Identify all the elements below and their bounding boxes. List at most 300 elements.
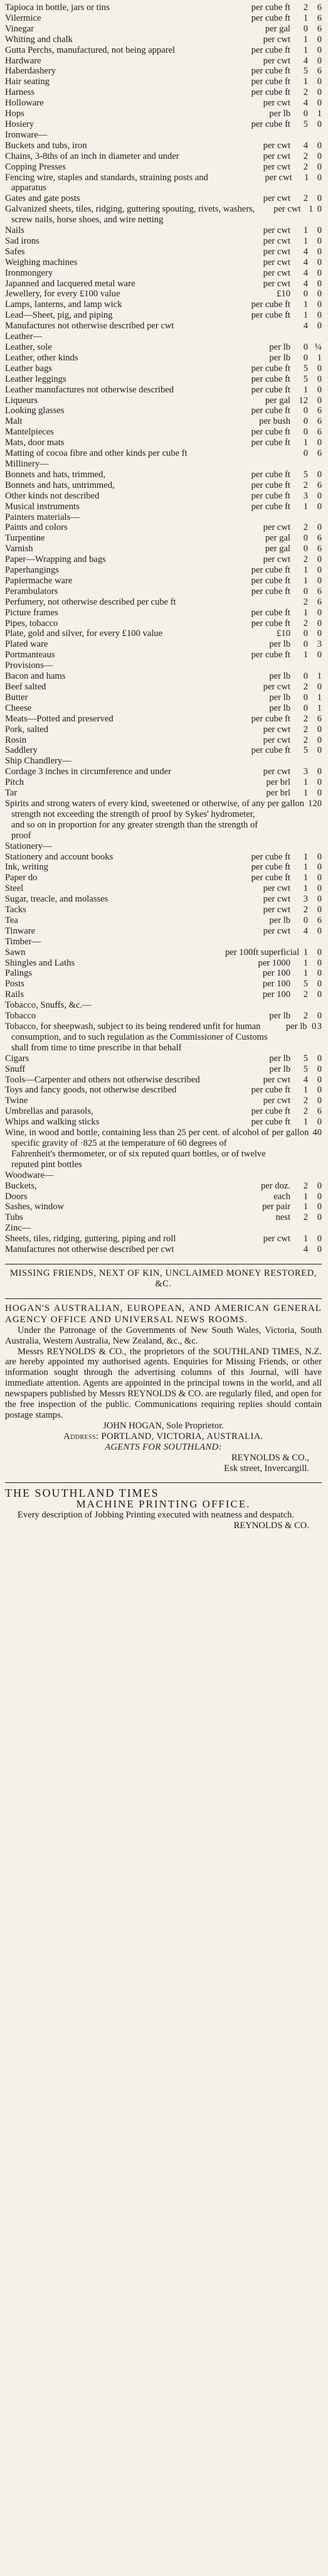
tariff-item-description: Leather manufactures not otherwise described	[5, 384, 174, 395]
tariff-item-description: Cigars	[5, 1053, 29, 1064]
tariff-row	[5, 597, 322, 608]
printing-office-title: THE SOUTHLAND TIMES	[5, 1487, 159, 1500]
tariff-row	[5, 915, 322, 926]
tariff-section-heading: Woodware—	[5, 1170, 54, 1180]
tariff-row	[5, 130, 322, 141]
tariff-item-description: Tobacco, for sheepwash, subject to its being rendered unfit for human consumption, and to such regulation as the Commissioner of Customs shall from time to time prescribe in that behalf	[5, 1021, 268, 1053]
tariff-item-description: Whiting and chalk	[5, 34, 73, 45]
tariff-item-unit: per gal	[265, 23, 290, 34]
tariff-row	[5, 1223, 322, 1234]
tariff-item-shillings: 0	[303, 533, 308, 544]
tariff-row	[5, 299, 322, 310]
tariff-item-unit: per lb	[269, 639, 290, 650]
tariff-item-unit: per cube ft	[251, 586, 290, 596]
tariff-item-unit: per cube ft	[251, 427, 290, 438]
tariff-item-pence: 0	[317, 1096, 322, 1106]
tariff-item-pence: 0	[317, 77, 322, 87]
tariff-item-shillings: 1	[303, 225, 308, 236]
tariff-item-description: Rails	[5, 989, 24, 1000]
tariff-item-unit: £10	[277, 289, 290, 299]
tariff-item-shillings: 1	[303, 235, 308, 246]
tariff-row	[5, 618, 322, 629]
tariff-row	[5, 1021, 322, 1054]
tariff-item-shillings: 1	[303, 650, 308, 660]
tariff-item-unit: per cube ft	[251, 501, 290, 512]
tariff-item-shillings: 1	[303, 77, 308, 87]
tariff-item-description: Paints and colors	[5, 522, 68, 533]
tariff-section-heading: Stationery—	[5, 841, 52, 851]
tariff-item-shillings: 4	[303, 925, 308, 936]
tariff-item-pence: 0	[317, 384, 322, 395]
tariff-item-description: Mats, door mats	[5, 438, 65, 448]
tariff-item-unit: per cube ft	[251, 618, 290, 628]
tariff-item-pence: 0	[317, 1053, 322, 1064]
tariff-row	[5, 268, 322, 279]
tariff-row	[5, 544, 322, 554]
tariff-item-pence: 0	[317, 554, 322, 565]
tariff-item-pence: 6	[317, 596, 322, 607]
tariff-item-description: Sugar, treacle, and molasses	[5, 894, 108, 905]
tariff-item-unit: per cube ft	[251, 650, 290, 660]
tariff-item-description: Saddlery	[5, 745, 38, 756]
tariff-item-shillings: 3	[303, 894, 308, 905]
tariff-item-description: Hops	[5, 109, 24, 119]
tariff-item-description: Bacon and hams	[5, 671, 66, 682]
tariff-item-description: Malt	[5, 416, 23, 427]
tariff-item-shillings: 2	[303, 1106, 308, 1117]
tariff-item-unit: per cube ft	[251, 1117, 290, 1128]
tariff-item-pence: 0	[317, 650, 322, 660]
tariff-item-description: Pork, salted	[5, 724, 48, 735]
tariff-item-unit: per cwt	[263, 193, 290, 204]
tariff-item-description: Bonnets and hats, trimmed,	[5, 469, 106, 480]
tariff-item-shillings: 2	[303, 735, 308, 745]
tariff-item-description: Picture frames	[5, 607, 58, 618]
tariff-row	[5, 968, 322, 979]
tariff-item-shillings: 1	[303, 1117, 308, 1128]
tariff-item-shillings: 1	[303, 34, 308, 45]
tariff-item-pence: 0	[317, 735, 322, 745]
tariff-row	[5, 396, 322, 406]
tariff-item-description: Whips and walking sticks	[5, 1117, 100, 1128]
tariff-item-pence: 0	[317, 989, 322, 1000]
tariff-row	[5, 459, 322, 470]
tariff-row	[5, 725, 322, 735]
tariff-item-unit: per cwt	[273, 204, 301, 215]
tariff-item-unit: per gal	[265, 395, 290, 406]
tariff-item-description: Tacks	[5, 905, 26, 915]
tariff-item-description: Nails	[5, 225, 24, 236]
tariff-item-unit: per cwt	[265, 172, 292, 183]
tariff-item-description: Papiermache ware	[5, 575, 73, 586]
tariff-row	[5, 236, 322, 247]
tariff-item-shillings: 0	[303, 427, 308, 438]
tariff-row	[5, 364, 322, 374]
tariff-item-shillings: 0	[303, 628, 308, 639]
tariff-item-pence: 0	[317, 1180, 322, 1191]
tariff-row	[5, 491, 322, 502]
tariff-row	[5, 799, 322, 841]
tariff-item-description: Beef salted	[5, 682, 46, 692]
tariff-item-unit: per cube ft	[251, 310, 290, 321]
tariff-row	[5, 1234, 322, 1244]
divider-rule	[5, 1298, 322, 1299]
tariff-row	[5, 98, 322, 109]
tariff-item-pence: 1	[317, 671, 322, 682]
tariff-item-unit: per 100	[262, 968, 290, 979]
tariff-item-description: Sawn	[5, 947, 26, 957]
tariff-item-unit: per cwt	[263, 267, 290, 278]
hogan-agent-address: Esk street, Invercargill.	[224, 1463, 309, 1474]
tariff-row	[5, 735, 322, 746]
tariff-item-shillings: 1	[303, 13, 308, 23]
tariff-item-shillings: 2	[303, 596, 308, 607]
tariff-item-description: Leather leggings	[5, 374, 66, 384]
tariff-item-description: Cordage 3 inches in circumference and under	[5, 767, 172, 777]
tariff-row	[5, 331, 322, 342]
tariff-item-shillings: 0	[303, 915, 308, 925]
tariff-item-pence: 0	[317, 968, 322, 979]
tariff-row	[5, 693, 322, 703]
tariff-item-unit: per cube ft	[251, 469, 290, 480]
tariff-item-shillings: 2	[303, 905, 308, 915]
tariff-item-pence: 6	[317, 1106, 322, 1117]
tariff-item-description: Vinegar	[5, 23, 34, 34]
tariff-item-unit: per cwt	[263, 225, 290, 236]
tariff-item-unit: per cube ft	[251, 13, 290, 23]
tariff-item-shillings: 1	[303, 777, 308, 788]
tariff-item-pence: 0	[317, 522, 322, 533]
tariff-item-pence: 0	[317, 1064, 322, 1074]
tariff-item-shillings: 2	[303, 480, 308, 490]
tariff-item-shillings: 1	[303, 968, 308, 979]
tariff-item-description: Harness	[5, 87, 35, 98]
tariff-item-shillings: 0	[303, 692, 308, 703]
tariff-item-shillings: 12	[299, 395, 308, 406]
hogan-agency-title: HOGAN'S AUSTRALIAN, EUROPEAN, AND AMERICAN GENERAL AGENCY OFFICE AND UNIVERSAL NEWS ROOMS.	[5, 1303, 322, 1325]
tariff-item-description: Jewellery, for every £100 value	[5, 289, 120, 299]
tariff-item-shillings: 0	[303, 703, 308, 713]
tariff-item-shillings: 5	[303, 374, 308, 384]
tariff-item-pence: 0	[317, 161, 322, 172]
tariff-row	[5, 989, 322, 1000]
tariff-row	[5, 374, 322, 385]
tariff-item-shillings: 1	[303, 1191, 308, 1202]
tariff-item-unit: per lb	[269, 342, 290, 352]
tariff-item-shillings: 2	[303, 161, 308, 172]
tariff-item-pence: 1	[317, 692, 322, 703]
tariff-row	[5, 310, 322, 321]
tariff-row	[5, 1085, 322, 1096]
tariff-item-shillings: 1	[303, 957, 308, 968]
tariff-row	[5, 1064, 322, 1075]
tariff-item-unit: per cwt	[263, 235, 290, 246]
tariff-item-shillings: 4	[303, 55, 308, 66]
tariff-item-pence: 0	[317, 607, 322, 618]
tariff-item-description: Tapioca in bottle, jars or tins	[5, 3, 110, 13]
tariff-item-pence: 0	[317, 724, 322, 735]
tariff-row	[5, 406, 322, 416]
tariff-item-shillings: 1	[303, 1202, 308, 1212]
tariff-item-shillings: 4	[303, 1074, 308, 1085]
tariff-item-unit: per 1000	[258, 957, 290, 968]
tariff-item-unit: per cwt	[263, 682, 290, 692]
tariff-item-description: Leather bags	[5, 363, 52, 374]
tariff-row	[5, 225, 322, 236]
tariff-item-unit: per cube ft	[251, 87, 290, 98]
tariff-item-description: Spirits and strong waters of every kind, sweetened or otherwise, of any strength not exceeding the strength of proof by Sykes' hydrometer, and so on in proportion for any greater strength than the strength of proof	[5, 798, 265, 841]
tariff-item-pence: 0	[317, 862, 322, 873]
tariff-row	[5, 1212, 322, 1223]
tariff-row	[5, 173, 322, 194]
tariff-item-unit: per cwt	[263, 735, 290, 745]
tariff-item-description: Wine, in wood and bottle, containing less than 25 per cent. of alcohol of specific gravity of ·825 at the temperature of 60 degrees of Fahrenheit's thermometer, or of six reputed quart bottles, or of twelve reputed pint bottles	[5, 1128, 269, 1170]
tariff-item-shillings: 1	[303, 565, 308, 576]
tariff-item-unit: per cube ft	[251, 119, 290, 129]
tariff-item-description: Pipes, tobacco	[5, 618, 58, 628]
tariff-item-pence: 6	[317, 533, 322, 544]
tariff-item-description: Meats—Potted and preserved	[5, 713, 114, 724]
tariff-item-description: Turpentine	[5, 533, 45, 544]
tariff-item-unit: per cwt	[263, 724, 290, 735]
tariff-row	[5, 77, 322, 87]
tariff-item-shillings: 4	[303, 246, 308, 257]
tariff-row	[5, 247, 322, 257]
tariff-item-unit: per lb	[269, 1064, 290, 1074]
tariff-row	[5, 682, 322, 693]
tariff-item-description: Tobacco	[5, 1011, 36, 1021]
tariff-item-description: Tar	[5, 788, 18, 799]
tariff-item-shillings: 5	[303, 1064, 308, 1074]
printing-office-text: Every description of Jobbing Printing executed with neatness and despatch.	[18, 1510, 294, 1521]
tariff-item-description: Hair seating	[5, 77, 50, 87]
tariff-item-unit: per cube ft	[251, 862, 290, 873]
tariff-item-unit: per cwt	[263, 1234, 290, 1244]
tariff-item-shillings: 4	[303, 98, 308, 109]
tariff-row	[5, 862, 322, 873]
tariff-item-shillings: 0	[303, 416, 308, 427]
tariff-item-pence: 0	[317, 851, 322, 862]
tariff-item-pence: 0	[317, 1202, 322, 1212]
tariff-item-pence: 6	[317, 66, 322, 77]
tariff-item-description: Portmanteaus	[5, 650, 55, 660]
tariff-row	[5, 24, 322, 35]
tariff-section-heading: Leather—	[5, 331, 43, 342]
tariff-row	[5, 777, 322, 788]
tariff-item-description: Hardware	[5, 55, 41, 66]
tariff-row	[5, 565, 322, 576]
tariff-item-description: Paper do	[5, 873, 38, 883]
tariff-item-description: Mantelpieces	[5, 427, 54, 438]
tariff-item-pence: 0	[317, 883, 322, 894]
tariff-item-description: Japanned and lacquered metal ware	[5, 278, 135, 289]
tariff-row	[5, 385, 322, 396]
tariff-row	[5, 1170, 322, 1181]
tariff-item-pence: 0	[317, 565, 322, 576]
tariff-item-pence: 0	[317, 957, 322, 968]
tariff-section-heading: Tobacco, Snuffs, &c.—	[5, 1000, 92, 1011]
tariff-item-pence: 3	[317, 1021, 322, 1032]
tariff-row	[5, 608, 322, 618]
tariff-item-unit: per cube ft	[251, 363, 290, 374]
tariff-item-description: Ink, writing	[5, 862, 48, 873]
tariff-item-pence: 6	[317, 13, 322, 23]
tariff-item-unit: per cube ft	[251, 490, 290, 501]
tariff-row	[5, 502, 322, 512]
tariff-row	[5, 13, 322, 24]
tariff-item-unit: nest	[275, 1212, 290, 1223]
tariff-row	[5, 1000, 322, 1011]
tariff-item-description: Snuff	[5, 1064, 26, 1074]
tariff-item-description: Tea	[5, 915, 18, 925]
tariff-item-pence: 0	[317, 1117, 322, 1128]
tariff-item-shillings: 5	[303, 119, 308, 129]
tariff-section-heading: Millinery—	[5, 458, 49, 469]
tariff-item-pence: 1	[317, 352, 322, 363]
tariff-row	[5, 650, 322, 660]
tariff-item-description: Leather, sole	[5, 342, 52, 352]
tariff-item-pence: 0	[317, 575, 322, 586]
tariff-item-shillings: 1	[303, 883, 308, 894]
hogan-signature: JOHN HOGAN, Sole Proprietor.	[103, 1420, 224, 1431]
tariff-item-shillings: 2	[303, 1011, 308, 1021]
tariff-row	[5, 703, 322, 714]
tariff-item-unit: per cwt	[263, 883, 290, 894]
tariff-item-description: Ironmongery	[5, 267, 53, 278]
tariff-item-pence: 0	[317, 257, 322, 267]
tariff-row	[5, 1011, 322, 1021]
hogan-address: Address: PORTLAND, VICTORIA, AUSTRALIA.	[63, 1431, 263, 1442]
tariff-item-pence: 0	[317, 55, 322, 66]
tariff-item-unit: per cube ft	[251, 607, 290, 618]
tariff-item-shillings: 2	[303, 151, 308, 161]
tariff-row	[5, 533, 322, 544]
tariff-row	[5, 3, 322, 13]
tariff-item-pence: 0	[317, 193, 322, 204]
tariff-item-pence: 0	[317, 98, 322, 109]
tariff-item-description: Haberdashery	[5, 66, 56, 77]
tariff-item-pence: 0	[317, 745, 322, 756]
tariff-item-pence: 0	[317, 395, 322, 406]
tariff-item-pence: 0	[317, 682, 322, 692]
tariff-item-unit: per gal	[265, 544, 290, 554]
tariff-item-shillings: 0	[303, 448, 308, 459]
tariff-item-description: Matting of cocoa fibre and other kinds per cube ft	[5, 448, 188, 459]
tariff-item-unit: per lb	[269, 915, 290, 925]
tariff-item-unit: per lb	[269, 352, 290, 363]
tariff-row	[5, 639, 322, 650]
tariff-item-description: Palings	[5, 968, 32, 979]
tariff-item-pence: ¼	[315, 342, 322, 352]
tariff-item-unit: per cwt	[263, 55, 290, 66]
tariff-item-pence: 0	[317, 788, 322, 799]
tariff-item-pence: 0	[317, 905, 322, 915]
tariff-item-unit: per cube ft	[251, 575, 290, 586]
tariff-item-unit: per lb	[269, 692, 290, 703]
tariff-item-shillings: 0	[311, 1021, 317, 1032]
tariff-row	[5, 788, 322, 799]
tariff-item-shillings: 4	[303, 140, 308, 151]
tariff-item-shillings: 0	[303, 671, 308, 682]
tariff-section-heading: Ironware—	[5, 129, 48, 140]
tariff-item-unit: per cwt	[263, 905, 290, 915]
tariff-row	[5, 204, 322, 225]
tariff-row	[5, 1096, 322, 1106]
tariff-item-unit: per cwt	[263, 98, 290, 109]
tariff-item-description: Tinware	[5, 925, 36, 936]
tariff-item-description: Cheese	[5, 703, 32, 713]
tariff-item-description: Shingles and Laths	[5, 957, 75, 968]
tariff-item-description: Looking glasses	[5, 406, 65, 416]
tariff-item-unit: per lb	[285, 1021, 307, 1032]
tariff-item-description: Sashes, window	[5, 1202, 65, 1212]
tariff-item-unit: per lb	[269, 671, 290, 682]
tariff-row	[5, 767, 322, 777]
tariff-item-shillings: 1	[303, 607, 308, 618]
hogan-agency-notice	[5, 1303, 322, 1474]
tariff-item-pence: 0	[317, 246, 322, 257]
tariff-item-shillings: 0	[303, 109, 308, 119]
tariff-item-pence: 0	[317, 299, 322, 310]
tariff-item-description: Posts	[5, 979, 24, 989]
tariff-item-shillings: 12	[308, 798, 317, 809]
hogan-agent-name: REYNOLDS & CO.,	[231, 1452, 309, 1463]
tariff-item-description: Paperhangings	[5, 565, 59, 576]
tariff-item-unit: per gal	[265, 533, 290, 544]
tariff-item-pence: 0	[317, 894, 322, 905]
tariff-item-unit: per cube ft	[251, 3, 290, 13]
tariff-row	[5, 1192, 322, 1202]
tariff-item-pence: 0	[317, 777, 322, 788]
tariff-item-shillings: 5	[303, 745, 308, 756]
tariff-item-description: Chains, 3-8ths of an inch in diameter and under	[5, 151, 179, 161]
tariff-item-unit: £10	[277, 628, 290, 639]
tariff-item-description: Hosiery	[5, 119, 34, 129]
tariff-item-pence: 6	[317, 544, 322, 554]
tariff-item-unit: per cwt	[263, 161, 290, 172]
tariff-row	[5, 470, 322, 480]
tariff-item-description: Leather, other kinds	[5, 352, 78, 363]
tariff-item-description: Perfumery, not otherwise described per cube ft	[5, 596, 176, 607]
tariff-item-description: Steel	[5, 883, 24, 894]
tariff-item-shillings: 5	[303, 363, 308, 374]
tariff-item-pence: 0	[317, 289, 322, 299]
tariff-item-pence: 0	[317, 438, 322, 448]
tariff-item-description: Gates and gate posts	[5, 193, 80, 204]
tariff-item-description: Paper—Wrapping and bags	[5, 554, 106, 565]
tariff-item-unit: each	[273, 1191, 290, 1202]
tariff-item-unit: per cube ft	[251, 480, 290, 490]
tariff-section-heading: Timber—	[5, 936, 41, 947]
tariff-row	[5, 883, 322, 894]
tariff-item-description: Buckets,	[5, 1180, 37, 1191]
tariff-item-unit: per cwt	[263, 278, 290, 289]
tariff-row	[5, 141, 322, 151]
tariff-item-shillings: 1	[303, 384, 308, 395]
tariff-item-description: Sad irons	[5, 235, 40, 246]
tariff-item-description: Buckets and tubs, iron	[5, 140, 87, 151]
tariff-item-description: Bonnets and hats, untrimmed,	[5, 480, 115, 490]
tariff-item-shillings: 2	[303, 522, 308, 533]
tariff-row	[5, 321, 322, 331]
tariff-item-shillings: 2	[303, 989, 308, 1000]
tariff-row	[5, 35, 322, 45]
tariff-item-pence: 0	[317, 310, 322, 321]
tariff-item-unit: per cube ft	[251, 713, 290, 724]
tariff-item-shillings: 1	[303, 873, 308, 883]
tariff-item-description: Pitch	[5, 777, 24, 788]
tariff-item-description: Rosin	[5, 735, 27, 745]
